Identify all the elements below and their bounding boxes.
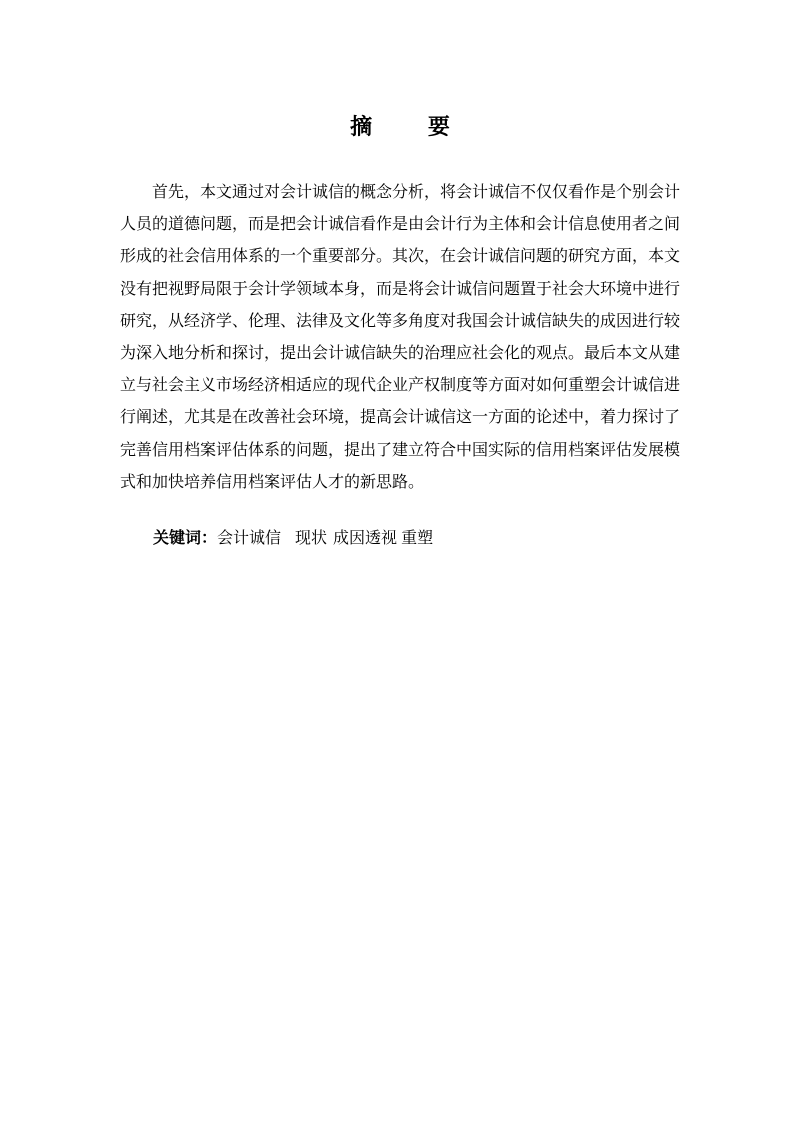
keyword-item: 重塑 (401, 528, 434, 547)
page-title: 摘 要 (350, 115, 474, 140)
keywords-line (153, 522, 433, 554)
abstract-paragraph: 首先，本文通过对会计诚信的概念分析，将会计诚信不仅仅看作是个别会计人员的道德问题，而是把会计诚信看作是由会计行为主体和会计信息使用者之间形成的社会信用体系的一个重要部分。其次，在会计诚信问题的研究方面，本文没有把视野局限于会计学领域本身，而是将会计诚信问题置于社会大环境中进行研究，从经济学、伦理、法律及文化等多角度对我国会计诚信缺失的成因进行较为深入地分析和探讨，提出会计诚信缺失的治理应社会化的观点。最后本文从建立与社会主义市场经济相适应的现代企业产权制度等方面对如何重塑会计诚信进行阐述，尤其是在改善社会环境，提高会计诚信这一方面的论述中，着力探讨了完善信用档案评估体系的问题，提出了建立符合中国实际的信用档案评估发展模式和加快培养信用档案评估人才的新思路。 (120, 182, 681, 491)
keyword-item: 会计诚信 (217, 528, 282, 547)
keywords-label: 关键词： (153, 528, 218, 547)
keyword-item: 现状 (295, 528, 328, 547)
keyword-item: 成因透视 (333, 528, 398, 547)
